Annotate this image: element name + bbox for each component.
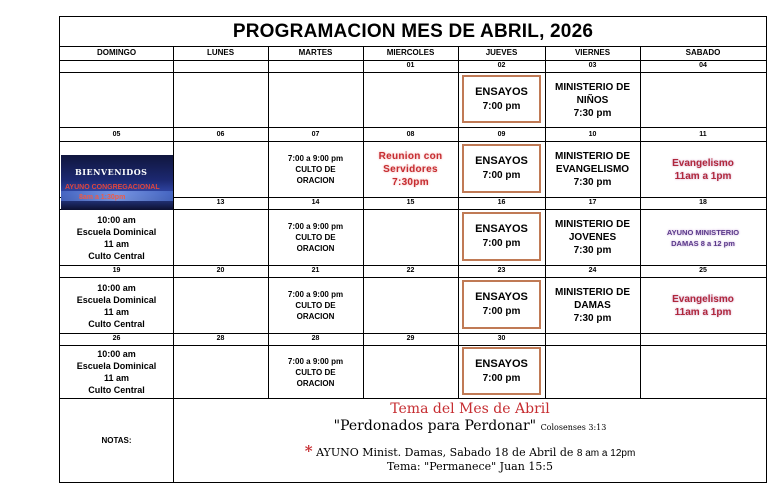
date-number: 04 (699, 62, 707, 69)
date-number: 08 (406, 131, 415, 138)
event-ministerio-evangelismo (545, 142, 640, 197)
event-line: Culto Central (88, 318, 145, 329)
date-number: 16 (497, 199, 506, 206)
date-number: 29 (406, 335, 415, 342)
notes-fast-time: 8 am a 12pm (576, 448, 636, 459)
event-time: 7:00 pm (482, 238, 521, 249)
event-escuela-dominical (60, 210, 173, 265)
event-time: 7:00 pm (482, 306, 521, 317)
calendar (59, 16, 767, 483)
event-line: MINISTERIO DE (554, 151, 630, 162)
date-number: 06 (216, 131, 225, 138)
date-number: 05 (112, 131, 121, 138)
event-ensayos (462, 212, 541, 261)
event-line: Reunion con (378, 151, 443, 162)
event-time: 7:00 pm (482, 372, 521, 384)
notes-reference: Colosenses 3:13 (540, 423, 607, 432)
event-time: 7:00 pm (482, 100, 521, 112)
event-line: Escuela Dominical (76, 294, 157, 305)
grid-line (60, 127, 766, 128)
event-evangelismo (640, 278, 766, 333)
event-title: ENSAYOS (475, 85, 528, 98)
date-number: 28 (311, 335, 320, 342)
event-escuela-dominical (60, 346, 173, 398)
header-viernes: VIERNES (574, 48, 611, 57)
event-line: CULTO DE (295, 301, 336, 310)
event-title: ENSAYOS (475, 357, 528, 370)
date-number: 10 (588, 131, 597, 138)
event-line: 11am a 1pm (674, 170, 732, 182)
header-sabado: SABADO (685, 48, 721, 57)
event-ministerio-ninos (545, 73, 640, 127)
flyer-banner: BIENVENIDOS (75, 167, 148, 177)
date-number: 24 (588, 267, 597, 274)
event-line: CULTO DE (295, 367, 336, 377)
event-line: 7:30 pm (573, 177, 612, 188)
event-line: Servidores (383, 164, 438, 175)
event-line: Escuela Dominical (76, 226, 157, 237)
event-escuela-dominical (60, 278, 173, 333)
date-number: 25 (699, 267, 707, 274)
event-line: ORACION (296, 176, 335, 185)
event-line: EVANGELISMO (555, 164, 630, 175)
event-line: DAMAS (574, 300, 611, 311)
event-title: ENSAYOS (475, 223, 528, 235)
date-number: 14 (311, 199, 320, 206)
event-line: MINISTERIO DE (554, 219, 630, 230)
event-time: 7:00 pm (482, 170, 521, 181)
event-culto-oracion (268, 278, 363, 333)
notes-theme: Tema: "Permanece" Juan 15:5 (386, 460, 554, 473)
header-martes: MARTES (298, 48, 333, 57)
date-number: 01 (406, 62, 415, 69)
event-line: AYUNO MINISTERIO (666, 227, 740, 237)
notes-quote: "Perdonados para Perdonar" (333, 418, 537, 434)
event-culto-oracion (268, 142, 363, 197)
notes-fast-line (174, 442, 766, 460)
event-title: ENSAYOS (475, 155, 528, 167)
event-line: CULTO DE (295, 233, 336, 242)
date-number: 13 (216, 199, 225, 206)
event-ensayos (462, 347, 541, 395)
event-ayuno-damas (640, 210, 766, 265)
header-miercoles: MIERCOLES (386, 48, 435, 57)
event-line: MINISTERIO DE (554, 287, 630, 298)
notes-label: NOTAS: (101, 435, 132, 445)
event-evangelismo (640, 142, 766, 197)
date-number: 21 (311, 267, 320, 274)
event-line: 10:00 am (97, 214, 136, 225)
asterisk-icon: * (304, 442, 313, 460)
event-line: MINISTERIO DE (554, 81, 630, 93)
date-number: 20 (216, 267, 225, 274)
event-line: 11 am (103, 238, 130, 249)
notes-month-theme: Tema del Mes de Abril (390, 401, 550, 417)
notes-quote-line (174, 418, 766, 434)
notes-fast-text: AYUNO Minist. Damas, Sabado 18 de Abril de (316, 446, 574, 459)
date-number: 19 (112, 267, 121, 274)
event-ministerio-jovenes (545, 210, 640, 265)
header-jueves: JUEVES (485, 48, 518, 57)
header-domingo: DOMINGO (96, 48, 137, 57)
event-line: JOVENES (568, 232, 617, 243)
event-reunion-servidores (363, 142, 458, 197)
grid-line (363, 46, 364, 398)
event-line: 11 am (103, 306, 130, 317)
grid-line (458, 46, 459, 398)
event-line: 7:30 pm (573, 313, 612, 324)
date-number: 02 (497, 62, 506, 69)
date-number: 26 (112, 335, 121, 342)
event-line: 11 am (103, 373, 130, 383)
event-line: Escuela Dominical (76, 361, 157, 371)
event-title: ENSAYOS (475, 291, 528, 303)
event-line: CULTO DE (295, 165, 336, 174)
event-line: NIÑOS (576, 94, 609, 106)
calendar-title: PROGRAMACION MES DE ABRIL, 2026 (60, 17, 766, 47)
event-line: Evangelismo (672, 157, 734, 169)
event-line: Culto Central (88, 250, 145, 261)
date-number: 03 (588, 62, 597, 69)
event-line: 7:00 a 9:00 pm (287, 356, 344, 366)
header-lunes: LUNES (206, 48, 235, 57)
event-line: 7:00 a 9:00 pm (287, 290, 344, 299)
date-number: 11 (699, 131, 707, 138)
event-line: 10:00 am (97, 349, 136, 359)
date-number: 15 (406, 199, 415, 206)
date-number: 09 (497, 131, 506, 138)
date-number: 18 (699, 199, 707, 206)
event-line: DAMAS 8 a 12 pm (671, 238, 735, 248)
event-line: ORACION (296, 312, 335, 321)
event-line: Culto Central (88, 385, 145, 395)
date-number: 30 (497, 335, 506, 342)
event-line: ORACION (296, 244, 335, 253)
event-line: 7:00 a 9:00 pm (287, 222, 344, 231)
event-ensayos (462, 280, 541, 329)
event-culto-oracion (268, 346, 363, 398)
notes-section (174, 398, 766, 482)
grid-line (60, 72, 766, 73)
event-culto-oracion (268, 210, 363, 265)
event-line: 7:00 a 9:00 pm (287, 154, 344, 163)
event-line: 11am a 1pm (674, 306, 732, 318)
event-line: 7:30 pm (573, 245, 612, 256)
event-ensayos (462, 144, 541, 193)
event-line: Evangelismo (672, 293, 734, 305)
date-number: 28 (216, 335, 225, 342)
flyer-line: AYUNO CONGREGACIONAL (65, 184, 160, 191)
event-ministerio-damas (545, 278, 640, 333)
date-number: 22 (406, 267, 415, 274)
event-line: 7:30 pm (573, 107, 612, 119)
date-number: 07 (311, 131, 320, 138)
event-ensayos (462, 75, 541, 123)
event-flyer-image (61, 155, 173, 210)
event-line: 7:30pm (392, 177, 429, 188)
event-line: 10:00 am (97, 282, 136, 293)
date-number: 17 (588, 199, 597, 206)
event-line: ORACION (296, 378, 335, 388)
flyer-line: 8am a 1:30pm (79, 194, 126, 201)
date-number: 23 (497, 267, 506, 274)
